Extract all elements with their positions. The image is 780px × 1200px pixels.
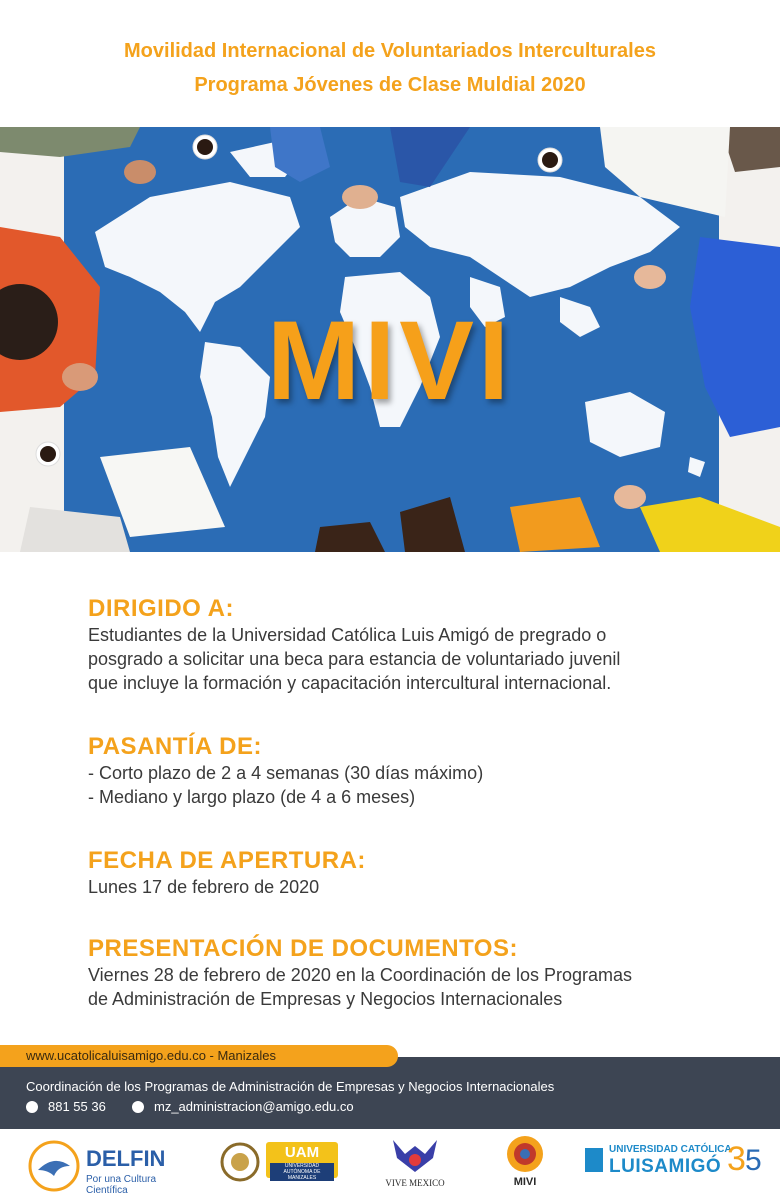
email-address[interactable]: mz_administracion@amigo.edu.co <box>154 1099 354 1114</box>
phone-contact <box>26 1099 106 1114</box>
section-line: Estudiantes de la Universidad Católica Luis Amigó de pregrado o <box>88 625 607 645</box>
section-pasantia <box>88 733 768 809</box>
amigo-main-text: LUISAMIGÓ <box>609 1156 722 1177</box>
coordination-text: Coordinación de los Programas de Administración de Empresas y Negocios Internacionales <box>26 1079 555 1094</box>
vive-mexico-label: VIVE MEXICO <box>385 1178 445 1188</box>
ucla-mark-icon <box>585 1148 603 1172</box>
svg-text:5: 5 <box>745 1144 762 1177</box>
section-heading: PRESENTACIÓN DE DOCUMENTOS: <box>88 935 518 962</box>
section-line: Lunes 17 de febrero de 2020 <box>88 877 320 897</box>
vive-mexico-logo <box>385 1136 445 1194</box>
hero-image <box>0 127 780 552</box>
email-contact <box>132 1099 354 1114</box>
section-line: posgrado a solicitar una beca para estancia de voluntariado juvenil <box>88 649 621 669</box>
delfin-tagline: Por una Cultura Científica <box>86 1174 157 1196</box>
hands-icon <box>387 1136 443 1176</box>
section-line: - Mediano y largo plazo (de 4 a 6 meses) <box>88 787 416 807</box>
section-apertura <box>88 847 768 899</box>
amigo-top-text: UNIVERSIDAD CATÓLICA <box>609 1144 732 1155</box>
section-line: que incluye la formación y capacitación intercultural internacional. <box>88 673 612 693</box>
uam-label: UAM <box>284 1144 320 1161</box>
delfin-name: DELFIN <box>86 1146 166 1171</box>
svg-text:3: 3 <box>727 1140 746 1178</box>
website-bar[interactable] <box>0 1045 398 1067</box>
website-url[interactable]: www.ucatolicaluisamigo.edu.co - Manizales <box>26 1048 277 1063</box>
footer-bar <box>0 1057 780 1129</box>
dolphin-icon <box>28 1140 80 1192</box>
section-heading: FECHA DE APERTURA: <box>88 847 366 874</box>
section-line: - Corto plazo de 2 a 4 semanas (30 días máximo) <box>88 763 484 783</box>
mivi-emblem-icon <box>503 1134 547 1174</box>
program-subtitle: Programa Jóvenes de Clase Muldial 2020 <box>194 74 586 96</box>
mivi-logo <box>495 1134 555 1196</box>
uam-logo <box>220 1140 340 1188</box>
uam-seal-icon <box>220 1142 260 1182</box>
section-heading: PASANTÍA DE: <box>88 733 262 760</box>
section-line: de Administración de Empresas y Negocios Internacionales <box>88 989 563 1009</box>
uam-subtitle: UNIVERSIDAD AUTÓNOMA DE MANIZALES <box>270 1163 334 1181</box>
mivi-title: MIVI <box>266 298 514 423</box>
mivi-logo-label: MIVI <box>513 1176 537 1188</box>
section-documentos <box>88 935 768 1011</box>
section-line: Viernes 28 de febrero de 2020 en la Coordinación de los Programas <box>88 965 633 985</box>
luis-amigo-logo <box>585 1142 775 1190</box>
partner-logos <box>0 1130 780 1200</box>
phone-number: 881 55 36 <box>48 1099 106 1114</box>
email-icon <box>132 1101 144 1113</box>
header <box>0 0 780 125</box>
phone-icon <box>26 1101 38 1113</box>
section-heading: DIRIGIDO A: <box>88 595 234 622</box>
delfin-logo <box>28 1140 188 1196</box>
program-title: Movilidad Internacional de Voluntariados Interculturales <box>124 40 656 62</box>
section-dirigido <box>88 595 768 695</box>
anniversary-icon <box>725 1138 765 1178</box>
